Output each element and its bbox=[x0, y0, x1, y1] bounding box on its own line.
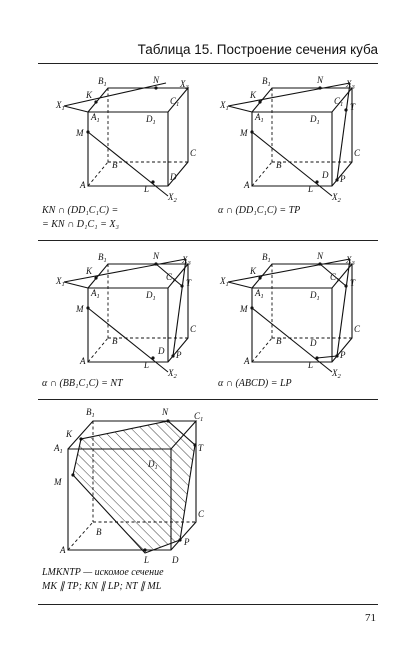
row-divider-2 bbox=[38, 399, 378, 400]
label-a: A bbox=[244, 356, 250, 366]
label-c1: $C_1$ bbox=[170, 96, 180, 108]
label-l: L bbox=[144, 555, 150, 565]
label-d: D bbox=[158, 346, 165, 356]
label-b: B bbox=[112, 160, 118, 170]
label-m: M bbox=[240, 128, 248, 138]
label-n: N bbox=[153, 75, 160, 85]
row-divider-1 bbox=[38, 240, 378, 241]
label-x1: $X_1$ bbox=[56, 100, 65, 112]
label-p: P bbox=[340, 174, 346, 184]
label-b1: $B_1$ bbox=[262, 76, 271, 88]
label-d1: $D_1$ bbox=[310, 114, 320, 126]
label-c1: $C_1$ bbox=[166, 272, 176, 284]
cube-figure-1 bbox=[56, 70, 196, 205]
label-b: B bbox=[276, 336, 282, 346]
label-x2: $X_2$ bbox=[332, 192, 341, 204]
label-d: D bbox=[322, 170, 329, 180]
caption-fig4: α ∩ (ABCD) = LP bbox=[218, 378, 292, 389]
label-x1: $X_1$ bbox=[56, 276, 65, 288]
label-a1: $A_1$ bbox=[91, 112, 100, 124]
label-a1: $A_1$ bbox=[255, 288, 264, 300]
label-l: L bbox=[144, 184, 150, 194]
cube-figure-3 bbox=[56, 246, 196, 381]
label-d1: $D_1$ bbox=[310, 290, 320, 302]
label-x2: $X_2$ bbox=[168, 192, 177, 204]
label-t: T bbox=[350, 102, 356, 112]
label-m: M bbox=[76, 128, 84, 138]
caption-fig3: α ∩ (BB₁C₁C) = NT bbox=[42, 378, 123, 389]
label-t: T bbox=[198, 443, 204, 453]
label-x1: $X_1$ bbox=[220, 100, 229, 112]
label-k: K bbox=[250, 90, 257, 100]
label-a1: $A_1$ bbox=[91, 288, 100, 300]
label-x3: $X_3$ bbox=[346, 79, 355, 91]
label-b1: $B_1$ bbox=[262, 252, 271, 264]
footer-rule bbox=[38, 604, 378, 605]
caption-final: LMKNTP — искомое сечение MK ∥ TP; KN ∥ LP; NT ∥ ML bbox=[42, 567, 164, 592]
label-l: L bbox=[308, 360, 314, 370]
label-d1: $D_1$ bbox=[146, 114, 156, 126]
label-b1: $B_1$ bbox=[98, 252, 107, 264]
label-m: M bbox=[76, 304, 84, 314]
label-p: P bbox=[184, 537, 190, 547]
caption-fig1: KN ∩ (DD₁C₁C) = = KN ∩ D₁C₁ = X₃ bbox=[42, 205, 119, 230]
label-a: A bbox=[60, 545, 66, 555]
label-c1: $C_1$ bbox=[330, 272, 340, 284]
label-a: A bbox=[244, 180, 250, 190]
label-p: P bbox=[340, 350, 346, 360]
label-x2: $X_2$ bbox=[168, 368, 177, 380]
label-x2: $X_2$ bbox=[332, 368, 341, 380]
label-c: C bbox=[198, 509, 205, 519]
label-x3: $X_3$ bbox=[180, 79, 189, 91]
label-a: A bbox=[80, 356, 86, 366]
label-m: M bbox=[54, 477, 62, 487]
label-b: B bbox=[276, 160, 282, 170]
label-t: T bbox=[350, 278, 356, 288]
label-a1: $A_1$ bbox=[255, 112, 264, 124]
label-m: M bbox=[240, 304, 248, 314]
label-b: B bbox=[96, 527, 102, 537]
label-a: A bbox=[80, 180, 86, 190]
label-c: C bbox=[190, 324, 197, 334]
label-x3: $X_3$ bbox=[182, 255, 191, 267]
label-d1: $D_1$ bbox=[148, 459, 158, 471]
label-c: C bbox=[190, 148, 197, 158]
label-k: K bbox=[86, 266, 93, 276]
label-d1: $D_1$ bbox=[146, 290, 156, 302]
label-k: K bbox=[66, 429, 73, 439]
label-x3: $X_3$ bbox=[346, 255, 355, 267]
label-t: T bbox=[186, 278, 192, 288]
label-b1: $B_1$ bbox=[98, 76, 107, 88]
cube-figure-4 bbox=[220, 246, 360, 381]
label-n: N bbox=[153, 251, 160, 261]
label-k: K bbox=[250, 266, 257, 276]
cube-figure-final-section bbox=[48, 405, 218, 570]
label-d: D bbox=[172, 555, 179, 565]
label-c: C bbox=[354, 324, 361, 334]
label-x1: $X_1$ bbox=[220, 276, 229, 288]
label-c1: $C_1$ bbox=[194, 411, 204, 423]
label-l: L bbox=[144, 360, 150, 370]
label-c1: $C_1$ bbox=[334, 96, 344, 108]
table-title: Таблица 15. Построение сечения куба bbox=[137, 42, 378, 57]
label-p: P bbox=[176, 350, 182, 360]
label-b: B bbox=[112, 336, 118, 346]
caption-fig2: α ∩ (DD₁C₁C) = TP bbox=[218, 205, 301, 216]
label-d: D bbox=[170, 172, 177, 182]
label-n: N bbox=[317, 75, 324, 85]
header-rule bbox=[38, 63, 378, 64]
label-l: L bbox=[308, 184, 314, 194]
label-a1: $A_1$ bbox=[54, 443, 63, 455]
label-n: N bbox=[162, 407, 169, 417]
label-n: N bbox=[317, 251, 324, 261]
label-b1: $B_1$ bbox=[86, 407, 95, 419]
label-d: D bbox=[310, 338, 317, 348]
cube-figure-2 bbox=[220, 70, 360, 205]
page-number: 71 bbox=[365, 612, 376, 624]
label-c: C bbox=[354, 148, 361, 158]
label-k: K bbox=[86, 90, 93, 100]
